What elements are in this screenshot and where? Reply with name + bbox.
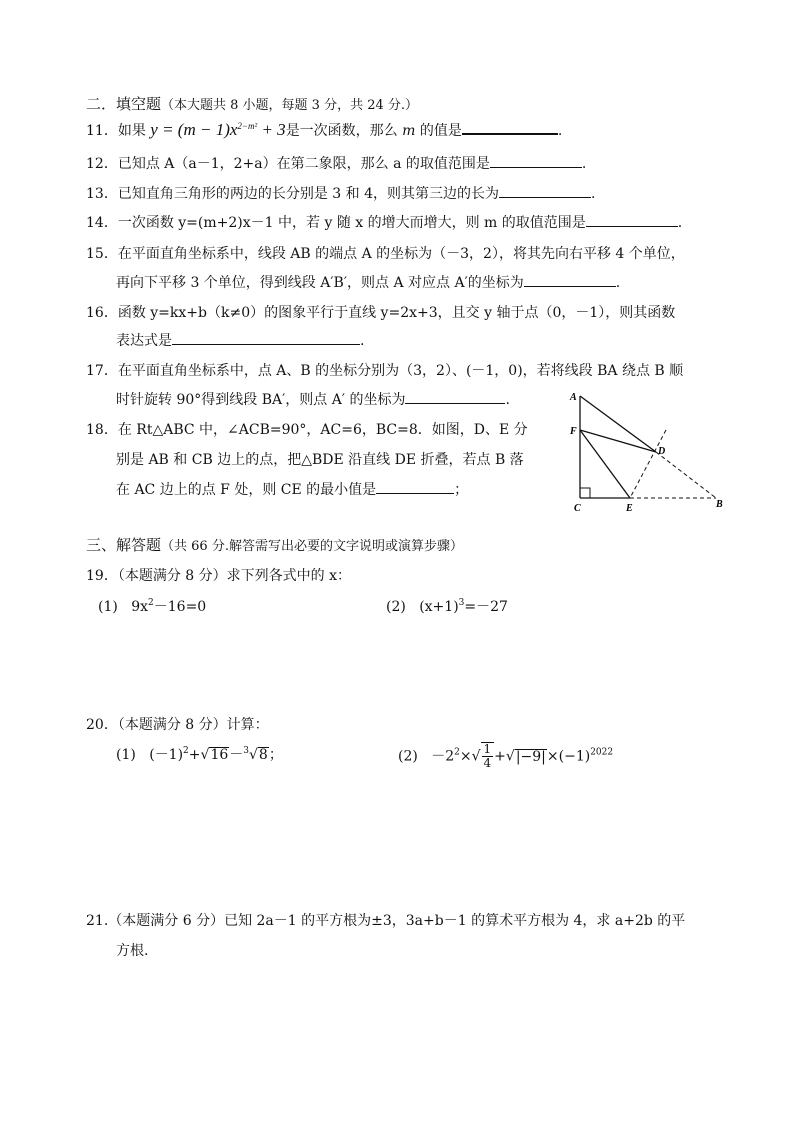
formula [150, 120, 285, 139]
variable: m [402, 123, 416, 139]
question-18 [86, 421, 528, 439]
label-d: D [658, 446, 666, 457]
question-13 [86, 185, 595, 203]
radicand: 16 [210, 747, 229, 763]
question-text: 在 AC 边上的点 F 处，则 CE 的最小值是 [116, 482, 377, 498]
question-text: 已知点 A（a－1，2+a）在第二象限，那么 a 的取值范围是 [117, 156, 490, 172]
answer-blank[interactable] [524, 274, 616, 287]
question-18-line2 [116, 451, 524, 469]
question-20-part1: (1) $(-1)^2+√16-^3√8$； [116, 746, 283, 763]
question-17 [86, 362, 683, 380]
end-mark: . [557, 123, 563, 139]
part-label: (2) [398, 748, 418, 765]
fraction [482, 743, 494, 770]
question-text: 时针旋转 90°得到线段 BA′，则点 A′ 的坐标为 [116, 392, 406, 408]
question-text: 在平面直角坐标系中，线段 AB 的端点 A 的坐标为（－3，2），将其先向右平移 4 个单位， [117, 246, 685, 262]
label-b: B [716, 499, 723, 510]
question-text: 别是 AB 和 CB 边上的点，把△BDE 沿直线 DE 折叠，若点 B 落 [116, 452, 524, 468]
question-20-title [86, 716, 269, 734]
question-text: 20．（本题满分 8 分）计算： [86, 717, 269, 733]
expression: 9x [131, 599, 149, 615]
end-mark: . [615, 275, 621, 291]
section-note: （本大题共 8 小题，每题 3 分，共 24 分.） [161, 98, 419, 113]
label-e: E [626, 503, 633, 514]
question-21 [86, 912, 685, 930]
question-text: 的值是 [415, 123, 462, 139]
formula-lhs: y = (m − 1)x [150, 120, 238, 139]
end-mark: . [360, 333, 365, 349]
end-mark: . [581, 156, 587, 172]
expression: －16=0 [153, 599, 207, 615]
triangle-figure [568, 388, 728, 514]
question-text: 21.（本题满分 6 分）已知 2a－1 的平方根为±3，3a+b－1 的算术平方根为 4，求 a+2b 的平 [86, 913, 686, 929]
question-14 [86, 214, 682, 232]
question-number: 12． [86, 156, 118, 172]
part-label: (1) [98, 599, 118, 615]
radicand: 8 [258, 747, 268, 763]
question-text: 在 Rt△ABC 中，∠ACB=90°，AC=6，BC=8．如图，D、E 分 [117, 422, 528, 438]
question-number: 15． [86, 246, 118, 262]
section-heading-text: 三、解答题 [86, 536, 162, 554]
question-text: 是一次函数，那么 [285, 123, 403, 139]
question-15 [86, 245, 685, 263]
answer-blank[interactable] [462, 121, 558, 135]
question-text: 表达式是 [116, 333, 172, 349]
label-a: A [570, 392, 577, 403]
operator: － [229, 747, 244, 763]
exponent: 2 [148, 598, 154, 608]
expression: ×(−1) [546, 748, 591, 765]
answer-blank[interactable] [172, 332, 360, 345]
question-16 [86, 304, 675, 322]
question-number: 13． [86, 186, 118, 202]
segment-ad [580, 396, 656, 452]
fold-line-de [630, 430, 666, 498]
answer-blank[interactable] [405, 391, 505, 404]
label-f: F [570, 426, 577, 437]
radicand: |−9| [515, 748, 546, 765]
question-11 [86, 121, 562, 140]
answer-blank[interactable] [376, 481, 454, 494]
question-21-line2 [116, 942, 148, 960]
answer-blank[interactable] [499, 185, 591, 198]
question-18-line3 [116, 481, 468, 499]
exponent: 2 [454, 747, 460, 758]
end-mark: . [591, 186, 596, 202]
radical-fraction [481, 742, 495, 770]
question-text: 19．（本题满分 8 分）求下列各式中的 x： [86, 568, 351, 584]
question-text: 再向下平移 3 个单位，得到线段 A′B′，则点 A 对应点 A′的坐标为 [116, 275, 524, 291]
exponent: 2022 [590, 747, 614, 758]
exponent: 3 [458, 598, 465, 608]
end-mark: ； [454, 482, 469, 498]
formula-exponent: 2−m² [237, 121, 258, 131]
question-number: 16． [86, 305, 118, 321]
question-text: 函数 y=kx+b（k≠0）的图象平行于直线 y=2x+3，且交 y 轴于点（0，－1），则其函数 [117, 305, 676, 321]
question-15-line2 [116, 274, 620, 292]
question-text: 一次函数 y=(m+2)x－1 中，若 y 随 x 的增大而增大，则 m 的取值范围是 [117, 215, 586, 231]
denominator: 4 [483, 756, 492, 770]
question-19-part1 [98, 598, 206, 616]
question-text: 在平面直角坐标系中，点 A、B 的坐标分别为（3，2）、(－1，0)，若将线段 BA 绕点 B 顺 [117, 363, 684, 379]
end-mark: ； [268, 747, 283, 763]
question-number: 11． [86, 123, 118, 139]
operator: + [494, 748, 506, 765]
segment-db [656, 452, 716, 498]
question-20-part2: (2) $-2^2\times√$ $\frac{1}{4}$ $+√|-9|\times(-1)^{2022}$ [398, 742, 614, 770]
section-3-heading [86, 536, 463, 556]
expression: (－1) [149, 747, 184, 763]
question-number: 17． [86, 363, 118, 379]
question-text: 方根. [116, 943, 149, 959]
operator: × [459, 748, 472, 765]
end-mark: . [505, 392, 510, 408]
question-19-part2 [386, 598, 508, 616]
question-text: 已知直角三角形的两边的长分别是 3 和 4，则其第三边的长为 [117, 186, 499, 202]
question-text: 如果 [117, 123, 151, 139]
segment-fd [580, 430, 656, 452]
section-2-heading [86, 95, 418, 115]
question-16-line2 [116, 332, 364, 350]
question-number: 14． [86, 215, 118, 231]
end-mark: . [677, 215, 683, 231]
operator: + [188, 747, 201, 763]
expression: =－27 [464, 599, 508, 615]
section-heading-text: 二．填空题 [86, 95, 162, 113]
label-c: C [574, 503, 581, 514]
root-index: 3 [243, 746, 249, 756]
numerator: 1 [483, 742, 492, 756]
question-12 [86, 155, 586, 173]
part-label: (2) [386, 599, 406, 615]
expression: (x+1) [419, 599, 459, 615]
part-label: (1) [116, 747, 136, 763]
question-19-title [86, 567, 351, 585]
expression: －2 [431, 748, 455, 765]
formula-rhs: + 3 [257, 120, 286, 139]
section-note: （共 66 分.解答需写出必要的文字说明或演算步骤） [161, 539, 463, 554]
question-number: 18． [86, 422, 118, 438]
answer-blank[interactable] [586, 214, 678, 227]
exponent: 2 [183, 746, 189, 756]
question-17-line2 [116, 391, 510, 409]
right-angle-mark [580, 488, 590, 498]
answer-blank[interactable] [490, 155, 582, 168]
